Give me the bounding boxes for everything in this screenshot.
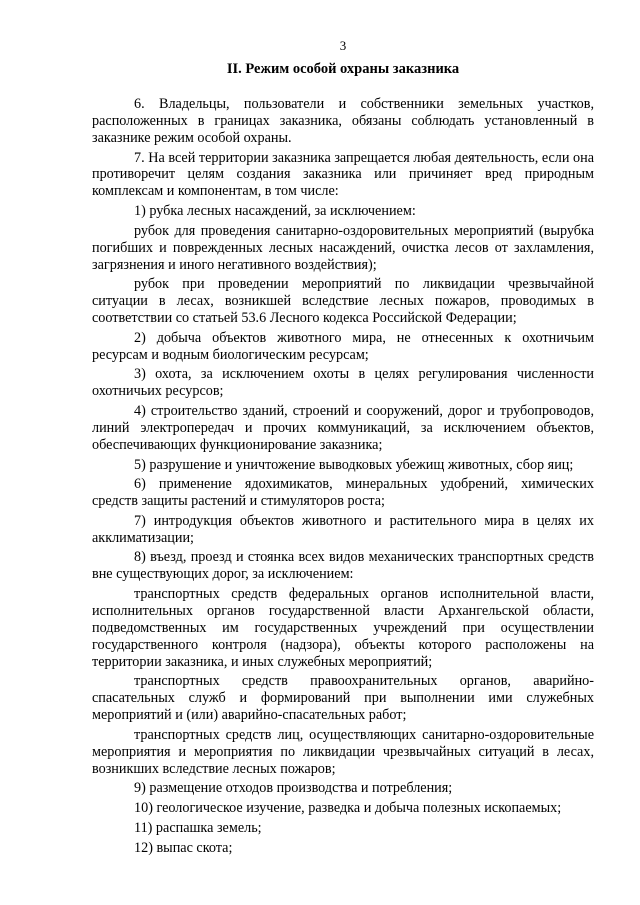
list-subitem: транспортных средств правоохранительных органов, аварийно-спасательных служб и формирований при выполнении ими служебных мероприятий и (или) аварийно-спасательных работ; (92, 673, 594, 724)
list-subitem: транспортных средств лиц, осуществляющих санитарно-оздоровительные мероприятия и мероприятия по ликвидации чрезвычайных ситуаций в лесах, возникших вследствие лесных пожаров; (92, 726, 594, 777)
list-item-11: 11) распашка земель; (134, 819, 262, 836)
list-item-10: 10) геологическое изучение, разведка и добыча полезных ископаемых; (134, 800, 562, 817)
document-page (92, 38, 594, 859)
list-item-8: 8) въезд, проезд и стоянка всех видов механических транспортных средств вне существующих дорог, за исключением: (92, 549, 594, 583)
list-item-3: 3) охота, за исключением охоты в целях регулирования численности охотничьих ресурсов; (92, 366, 594, 400)
list-item-4: 4) строительство зданий, строений и сооружений, дорог и трубопроводов, линий электропередач и прочих коммуникаций, за исключением объектов, обеспечивающих функционирование заказника; (92, 402, 594, 453)
section-heading: II. Режим особой охраны заказника (226, 61, 460, 77)
list-item-6: 6) применение ядохимикатов, минеральных удобрений, химических средств защиты растений и стимуляторов роста; (92, 476, 594, 510)
paragraph-item-6: 6. Владельцы, пользователи и собственники земельных участков, расположенных в границах заказника, обязаны соблюдать установленный в заказнике режим особой охраны. (92, 96, 594, 146)
list-item-1: 1) рубка лесных насаждений, за исключением: (134, 203, 416, 220)
list-item-7: 7) интродукция объектов животного и растительного мира в целях их акклиматизации; (92, 512, 594, 546)
paragraph-item-7: 7. На всей территории заказника запрещается любая деятельность, если она противоречит целям создания заказника или причиняет вред природным комплексам и компонентам, в том числе: (92, 149, 594, 200)
list-item-5: 5) разрушение и уничтожение выводковых убежищ животных, сбор яиц; (134, 456, 574, 473)
list-item-2: 2) добыча объектов животного мира, не отнесенных к охотничьим ресурсам и водным биологическим ресурсам; (92, 329, 594, 363)
list-subitem: транспортных средств федеральных органов исполнительной власти, исполнительных органов государственной власти Архангельской области, подведомственных им государственных учреждений при осуществлении государственного контроля (надзора), объекты которого расположены на территории заказника, и иных служебных мероприятий; (92, 586, 594, 670)
list-subitem: рубок для проведения санитарно-оздоровительных мероприятий (вырубка погибших и поврежденных лесных насаждений, очистка лесов от захламления, загрязнения и иного негативного воздействия); (92, 222, 594, 273)
list-item-12: 12) выпас скота; (134, 839, 233, 856)
list-subitem: рубок при проведении мероприятий по ликвидации чрезвычайной ситуации в лесах, возникшей вследствие лесных пожаров, проводимых в соответствии со статьей 53.6 Лесного кодекса Российской Федерации; (92, 276, 594, 327)
page-number: 3 (339, 38, 347, 53)
list-item-9: 9) размещение отходов производства и потребления; (134, 780, 453, 797)
